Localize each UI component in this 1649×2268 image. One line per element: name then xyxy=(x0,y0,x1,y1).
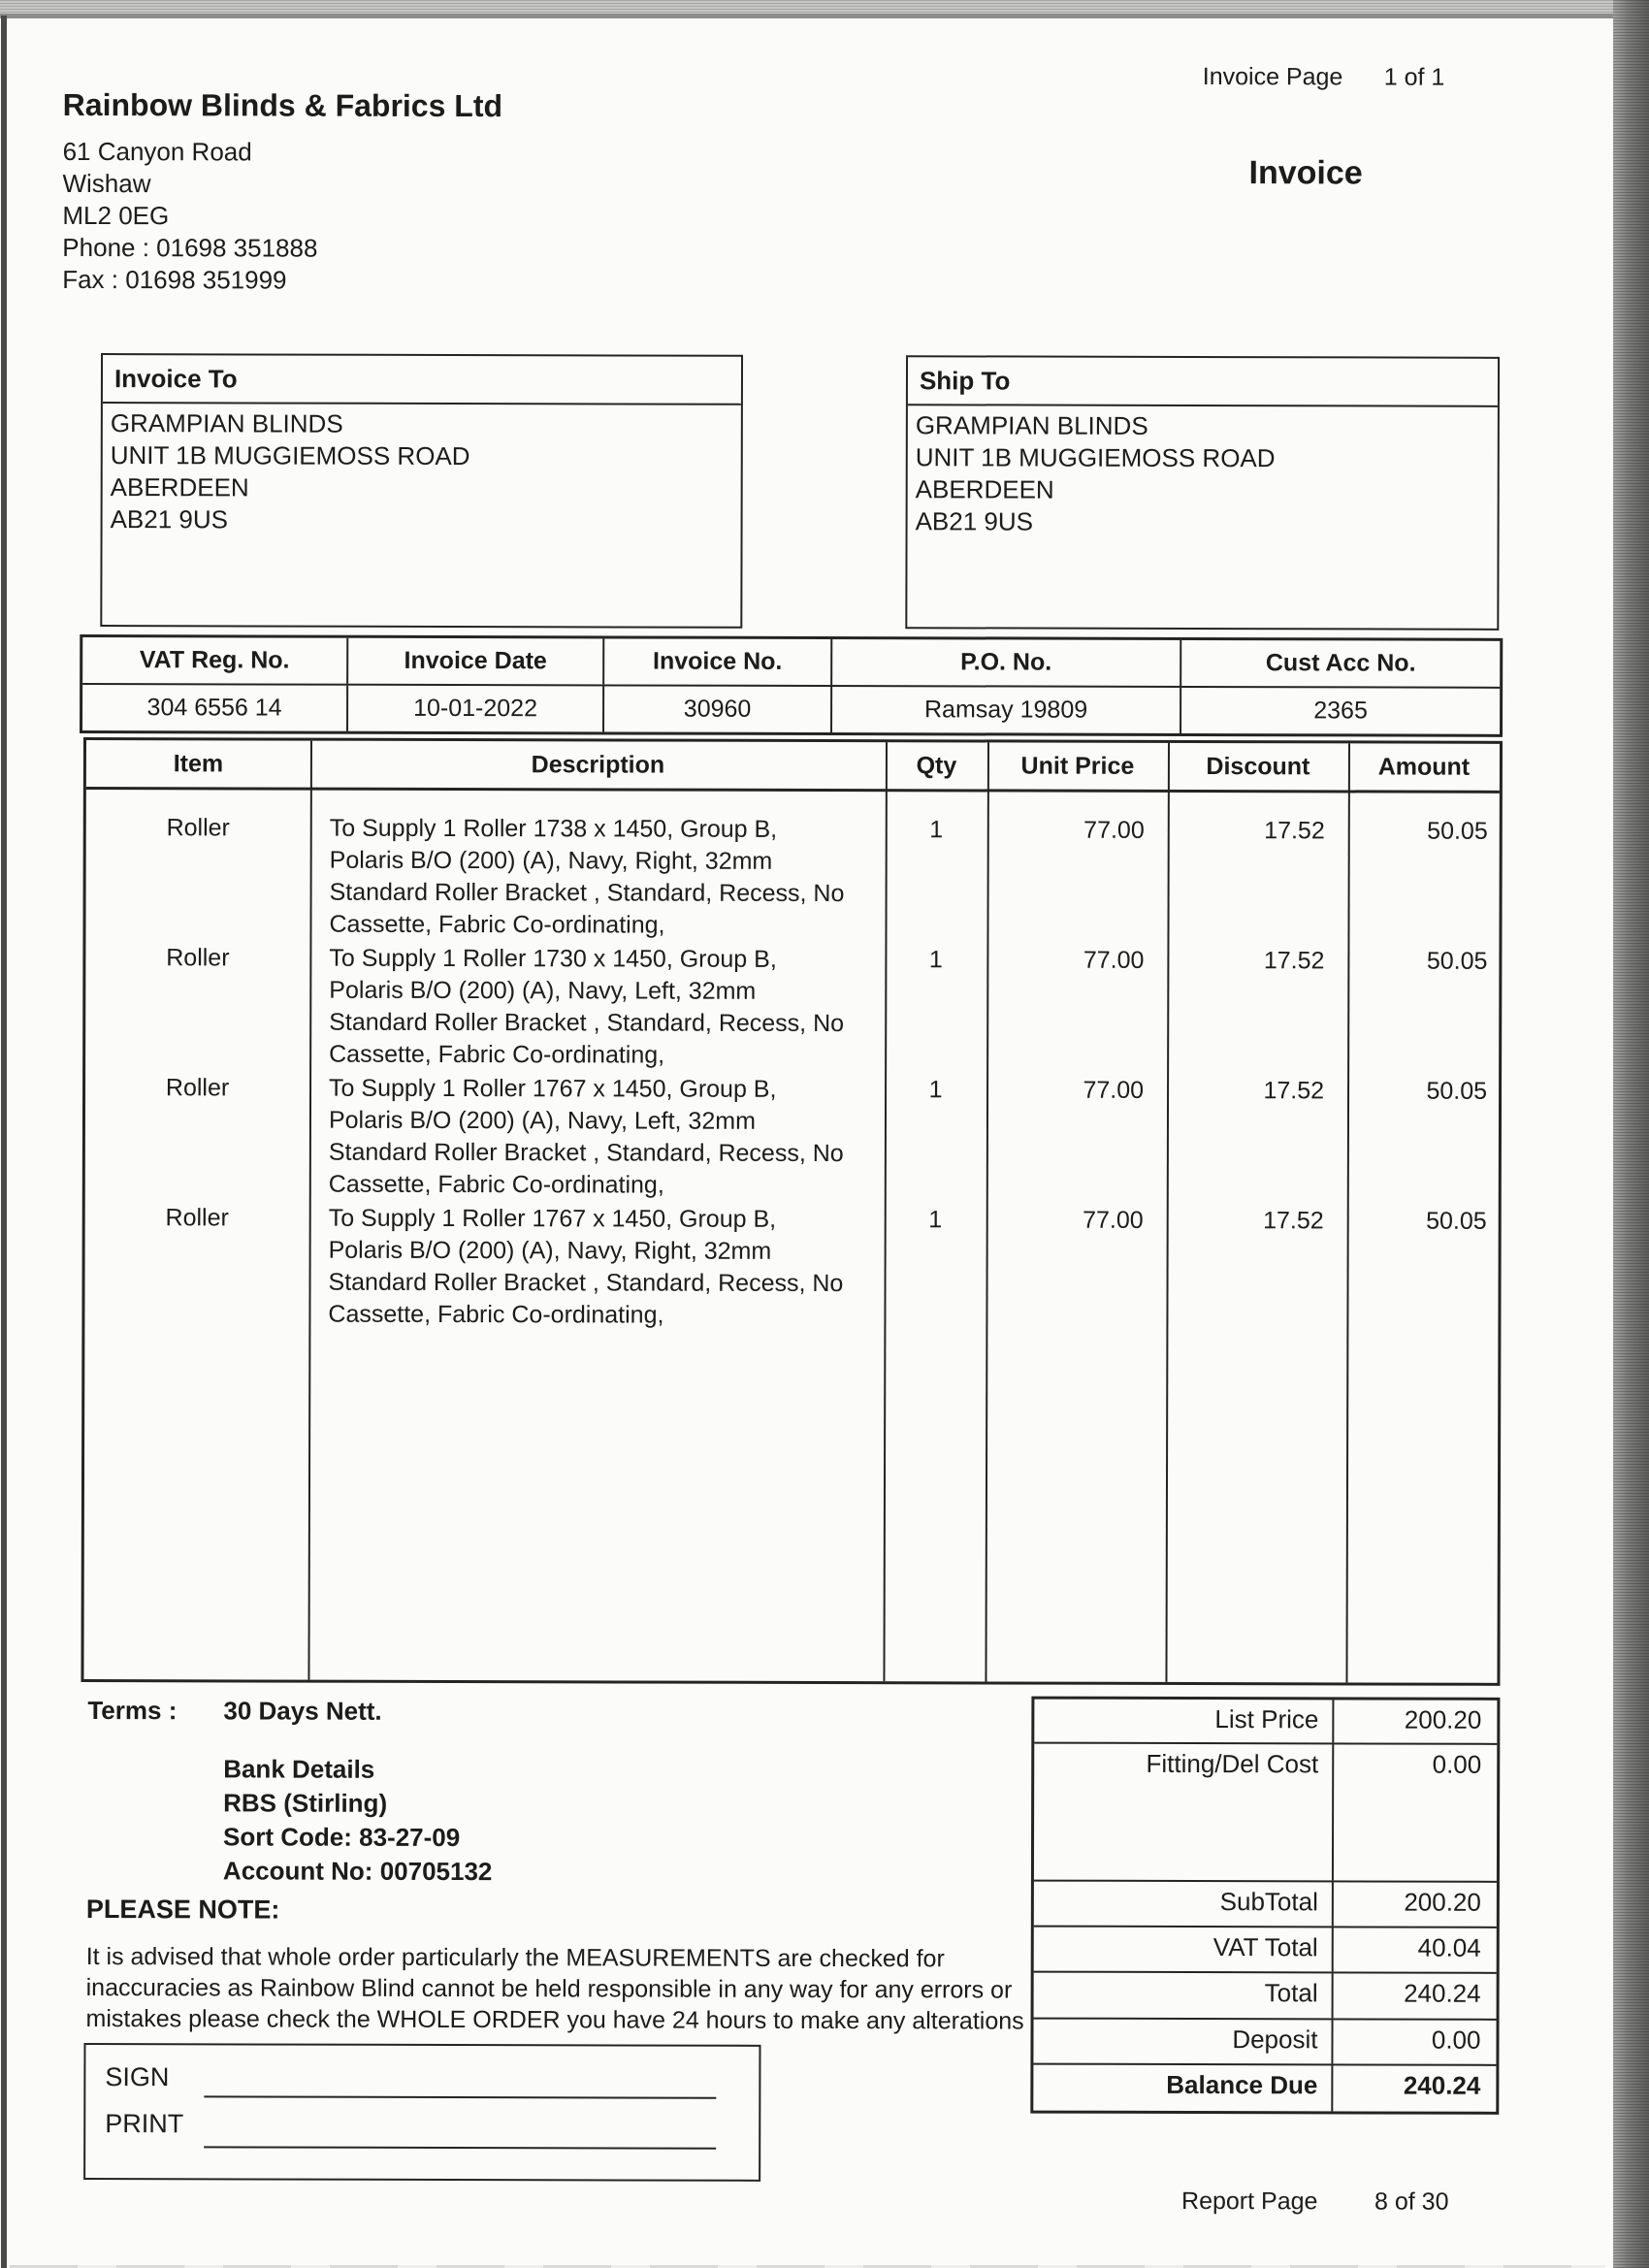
amount-cell: 50.05 xyxy=(1426,1077,1488,1105)
amount-cell: 50.05 xyxy=(1426,947,1488,975)
report-page-value: 8 of 30 xyxy=(1374,2187,1449,2216)
totals-row-fitting-del xyxy=(1034,1742,1497,1881)
totals-row-vat-total xyxy=(1034,1926,1497,1972)
totals-row-list-price xyxy=(1034,1700,1497,1743)
qty-cell: 1 xyxy=(928,1076,943,1104)
deposit-value: 0.00 xyxy=(1431,2025,1481,2055)
meta-header-row xyxy=(82,637,1500,689)
description-cell: To Supply 1 Roller 1738 x 1450, Group B, Polaris B/O (200) (A), Navy, Right, 32mm Standard Roller Bracket , Standard, Recess, No Cassette, Fabric Co-ordinating, xyxy=(329,814,845,939)
qty-cell: 1 xyxy=(928,1206,943,1234)
item-cell: Roller xyxy=(166,944,230,972)
items-header-row xyxy=(86,740,1500,794)
total-label: Total xyxy=(1034,1973,1334,2019)
table-row xyxy=(85,1072,1499,1204)
discount-cell: 17.52 xyxy=(1264,817,1325,845)
meta-header-invoice-no: Invoice No. xyxy=(604,638,832,685)
items-header-discount: Discount xyxy=(1206,752,1310,780)
invoice-to-address: GRAMPIAN BLINDS UNIT 1B MUGGIEMOSS ROAD ABERDEEN AB21 9US xyxy=(110,408,470,535)
invoice-page-value: 1 of 1 xyxy=(1383,63,1445,91)
document-title: Invoice xyxy=(1248,154,1363,192)
vat-total-label: VAT Total xyxy=(1034,1928,1334,1972)
meta-value-row xyxy=(82,685,1500,734)
description-cell: To Supply 1 Roller 1767 x 1450, Group B, Polaris B/O (200) (A), Navy, Right, 32mm Standard Roller Bracket , Standard, Recess, No Cassette, Fabric Co-ordinating, xyxy=(328,1204,844,1329)
meta-header-vat-reg: VAT Reg. No. xyxy=(82,637,348,684)
meta-value-invoice-no: 30960 xyxy=(604,686,832,732)
amount-cell: 50.05 xyxy=(1426,1207,1487,1235)
discount-cell: 17.52 xyxy=(1263,947,1325,975)
ship-to-address: GRAMPIAN BLINDS UNIT 1B MUGGIEMOSS ROAD ABERDEEN AB21 9US xyxy=(915,410,1276,536)
unit-price-cell: 77.00 xyxy=(1083,1076,1145,1104)
unit-price-cell: 77.00 xyxy=(1083,946,1145,974)
company-address: 61 Canyon Road Wishaw ML2 0EG Phone : 01698 351888 Fax : 01698 351999 xyxy=(62,136,318,295)
items-header-description: Description xyxy=(531,750,665,779)
report-page-label: Report Page xyxy=(1181,2187,1318,2216)
balance-due-value: 240.24 xyxy=(1403,2070,1481,2100)
item-cell: Roller xyxy=(166,814,230,842)
terms-value: 30 Days Nett. xyxy=(223,1696,382,1726)
note-heading: PLEASE NOTE: xyxy=(85,1895,280,1925)
meta-header-invoice-date: Invoice Date xyxy=(348,638,604,685)
ship-to-box xyxy=(905,355,1500,631)
description-cell: To Supply 1 Roller 1730 x 1450, Group B, Polaris B/O (200) (A), Navy, Left, 32mm Standard Roller Bracket , Standard, Recess, No Cassette, Fabric Co-ordinating, xyxy=(329,944,845,1069)
table-row xyxy=(85,812,1499,944)
sign-label: SIGN xyxy=(105,2062,170,2092)
totals-row-total xyxy=(1034,1971,1497,2019)
balance-due-label: Balance Due xyxy=(1033,2065,1333,2112)
totals-table xyxy=(1030,1697,1500,2115)
ship-to-heading: Ship To xyxy=(908,357,1498,407)
discount-cell: 17.52 xyxy=(1263,1207,1324,1235)
signature-box xyxy=(83,2043,760,2182)
fitting-del-value: 0.00 xyxy=(1432,1749,1482,1779)
totals-row-deposit xyxy=(1033,2018,1496,2064)
invoice-meta-table xyxy=(80,634,1503,737)
print-line[interactable] xyxy=(204,2146,716,2149)
invoice-to-box xyxy=(100,353,743,629)
list-price-value: 200.20 xyxy=(1404,1704,1482,1734)
subtotal-label: SubTotal xyxy=(1034,1882,1334,1927)
meta-value-cust-acc: 2365 xyxy=(1313,697,1368,725)
description-cell: To Supply 1 Roller 1767 x 1450, Group B, Polaris B/O (200) (A), Navy, Left, 32mm Standard Roller Bracket , Standard, Recess, No Cassette, Fabric Co-ordinating, xyxy=(328,1074,844,1199)
note-body: It is advised that whole order particularly the MEASUREMENTS are checked for inaccuracies as Rainbow Blind cannot be held responsible in any way for any errors or mistakes please check the WHOLE ORDER you have 24 hours to make any alterations xyxy=(85,1943,1024,2035)
print-label: PRINT xyxy=(105,2109,184,2139)
meta-header-po-no: P.O. No. xyxy=(832,639,1181,686)
meta-value-invoice-date: 10-01-2022 xyxy=(348,686,604,732)
item-cell: Roller xyxy=(165,1204,229,1232)
totals-row-balance-due xyxy=(1033,2063,1496,2112)
scan-right-edge xyxy=(1613,0,1649,2268)
invoice-to-heading: Invoice To xyxy=(103,355,741,405)
terms-label: Terms : xyxy=(87,1696,178,1726)
bank-details: Bank Details RBS (Stirling) Sort Code: 83-27-09 Account No: 00705132 xyxy=(222,1754,493,1887)
list-price-label: List Price xyxy=(1034,1700,1334,1743)
qty-cell: 1 xyxy=(928,946,943,974)
amount-cell: 50.05 xyxy=(1427,817,1488,845)
sign-line[interactable] xyxy=(204,2095,716,2098)
items-header-unit-price: Unit Price xyxy=(1020,752,1135,780)
table-row xyxy=(85,942,1499,1074)
totals-row-subtotal xyxy=(1034,1880,1497,1927)
unit-price-cell: 77.00 xyxy=(1083,816,1145,844)
total-value: 240.24 xyxy=(1404,1978,1481,2008)
table-row xyxy=(84,1202,1498,1334)
unit-price-cell: 77.00 xyxy=(1083,1206,1144,1234)
qty-cell: 1 xyxy=(929,816,944,844)
meta-value-vat-reg: 304 6556 14 xyxy=(82,685,348,731)
meta-header-cust-acc: Cust Acc No. xyxy=(1265,649,1416,677)
discount-cell: 17.52 xyxy=(1263,1077,1325,1105)
line-items-table xyxy=(81,737,1503,1686)
items-header-amount: Amount xyxy=(1377,752,1471,781)
deposit-label: Deposit xyxy=(1033,2020,1333,2064)
invoice-page-label: Invoice Page xyxy=(1202,63,1343,91)
company-name: Rainbow Blinds & Fabrics Ltd xyxy=(62,86,503,124)
meta-value-po-no: Ramsay 19809 xyxy=(832,687,1181,733)
items-header-qty: Qty xyxy=(916,751,957,779)
items-header-item: Item xyxy=(173,749,224,777)
item-cell: Roller xyxy=(165,1074,230,1102)
vat-total-value: 40.04 xyxy=(1417,1932,1481,1962)
fitting-del-label: Fitting/Del Cost xyxy=(1034,1744,1334,1881)
subtotal-value: 200.20 xyxy=(1404,1887,1481,1917)
